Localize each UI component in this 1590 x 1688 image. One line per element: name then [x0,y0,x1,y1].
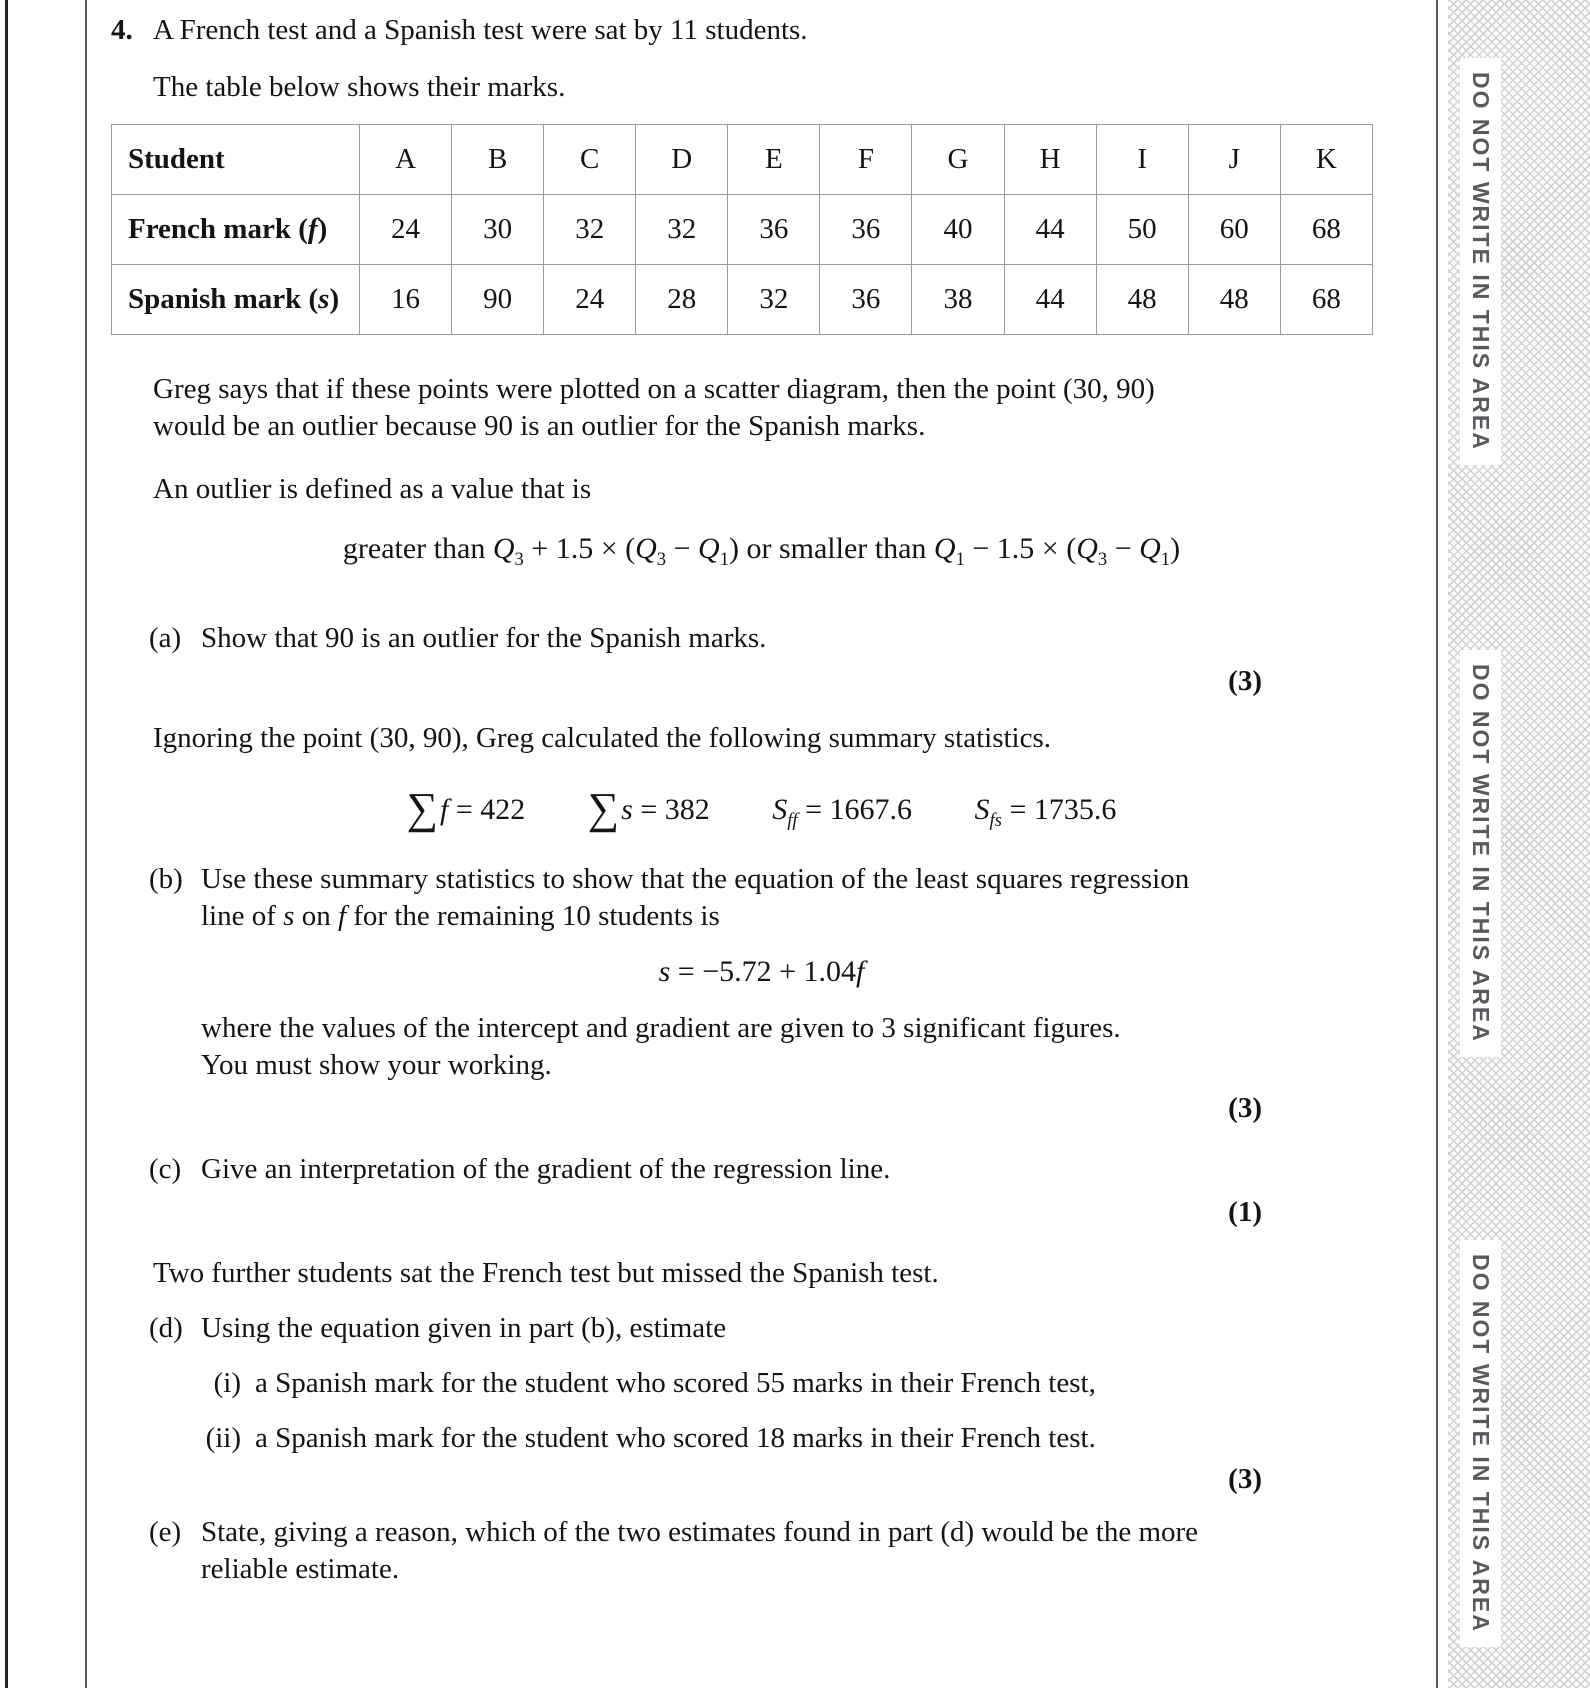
outlier-definition-intro: An outlier is defined as a value that is [153,473,592,505]
sum-f-stat [406,784,526,833]
sfs-stat [974,793,1117,831]
question-area [85,0,1438,1688]
subscript-1: 1 [955,549,965,570]
part-b-text-2: on [294,900,338,932]
part-e-label: (e) [149,1516,182,1548]
subscript-1: 1 [1160,549,1171,570]
do-not-write-warning: DO NOT WRITE IN THIS AREA [1460,650,1501,1057]
question-intro-text: A French test and a Spanish test were sat by 11 students. [153,14,808,46]
row-header-spanish [112,265,360,335]
part-c [149,1151,1412,1188]
student-cell: G [912,125,1004,195]
subscript-3: 3 [514,549,524,570]
student-cell: H [1004,125,1096,195]
part-b-label: (b) [149,863,183,895]
ignoring-paragraph: Ignoring the point (30, 90), Greg calculated the following summary statistics. [153,722,1051,754]
question-number: 4. [111,14,133,46]
subscript-3: 3 [656,549,667,570]
subscript-1: 1 [719,549,729,570]
row-header-student: Student [112,125,360,195]
spanish-mark-cell: 32 [728,265,820,335]
do-not-write-warning: DO NOT WRITE IN THIS AREA [1460,58,1501,465]
spanish-mark-cell: 90 [452,265,544,335]
q-variable: Q [698,532,720,565]
subscript-3: 3 [1097,549,1108,570]
part-b-text-1: Use these summary statistics to show that the equation of the least squares regression line of [201,863,1190,932]
french-mark-cell: 44 [1004,195,1096,265]
formula-text: ) or smaller than [728,532,934,565]
student-cell: F [820,125,912,195]
spanish-mark-cell: 48 [1188,265,1280,335]
q-variable: Q [492,532,515,565]
part-b-note-2: You must show your working. [201,1049,552,1081]
part-d-ii-label: (ii) [205,1422,241,1454]
french-mark-cell: 60 [1188,195,1280,265]
part-b-text-3: for the remaining 10 students is [346,900,720,932]
formula-text: + 1.5 × ( [523,532,636,565]
formula-text: − [666,532,699,565]
spanish-mark-cell: 68 [1280,265,1372,335]
french-mark-cell: 40 [912,195,1004,265]
formula-text: ) [1170,532,1181,565]
f-variable: f [856,955,865,988]
french-mark-cell: 68 [1280,195,1372,265]
marks-d: (3) [1228,1463,1262,1495]
sum-f-value: = 422 [448,793,526,826]
student-cell: K [1280,125,1372,195]
part-d-i-text: a Spanish mark for the student who scored 55 marks in their French test, [255,1367,1096,1399]
q-variable: Q [635,532,657,565]
question-intro [111,12,1412,49]
spanish-mark-cell: 38 [912,265,1004,335]
spanish-mark-cell: 36 [820,265,912,335]
part-a [149,620,1412,657]
french-label-text: French mark ( [128,213,308,245]
student-cell: I [1096,125,1188,195]
side-margin-pattern [1448,0,1590,1688]
marks-a: (3) [1228,665,1262,697]
s-variable: s [318,283,330,315]
part-b-text [201,861,1201,935]
equation-body: = −5.72 + 1.04 [670,955,857,988]
spanish-mark-cell: 24 [544,265,636,335]
french-mark-cell: 36 [728,195,820,265]
table-row-students [112,125,1373,195]
S-variable: S [974,793,990,826]
student-cell: J [1188,125,1280,195]
sfs-value: = 1735.6 [1001,793,1117,826]
student-cell: C [544,125,636,195]
french-mark-cell: 32 [636,195,728,265]
formula-text: − 1.5 × ( [964,532,1077,565]
sigma-symbol: ∑ [406,784,439,833]
subscript-fs: fs [989,810,1002,831]
f-variable: f [440,793,449,826]
french-label-close: ) [317,213,328,245]
greg-paragraph: Greg says that if these points were plotted on a scatter diagram, then the point (30, 90) would be an outlier because 90 is an outlier for the Spanish marks. [153,373,1155,442]
part-e-text: State, giving a reason, which of the two estimates found in part (d) would be the more reliable estimate. [201,1516,1199,1585]
part-b [149,861,1412,935]
regression-equation [111,953,1412,990]
q-variable: Q [1076,532,1098,565]
marks-b: (3) [1228,1092,1262,1124]
marks-table [111,124,1373,335]
part-e [149,1514,1412,1588]
part-d-i-label: (i) [213,1367,241,1399]
sff-value: = 1667.6 [797,793,913,826]
table-row-spanish [112,265,1373,335]
marks-c: (1) [1228,1196,1262,1228]
sigma-symbol: ∑ [587,784,620,833]
part-d-ii-text: a Spanish mark for the student who scored 18 marks in their French test. [255,1422,1096,1454]
sum-s-value: = 382 [632,793,710,826]
outlier-definition-formula [111,530,1412,578]
part-d-ii [191,1420,1412,1457]
s-variable: s [621,793,633,826]
s-variable: s [283,900,295,932]
french-mark-cell: 30 [452,195,544,265]
summary-statistics [111,779,1412,831]
table-row-french [112,195,1373,265]
french-mark-cell: 24 [360,195,452,265]
row-header-french [112,195,360,265]
subscript-ff: ff [787,810,798,831]
french-mark-cell: 36 [820,195,912,265]
f-variable: f [307,213,318,245]
sff-stat [772,793,913,831]
student-cell: D [636,125,728,195]
french-mark-cell: 50 [1096,195,1188,265]
spanish-mark-cell: 28 [636,265,728,335]
part-a-text: Show that 90 is an outlier for the Spanish marks. [201,622,767,654]
sum-s-stat [587,784,710,833]
f-variable: f [337,900,347,932]
part-b-note-1: where the values of the intercept and gradient are given to 3 significant figures. [201,1012,1121,1044]
formula-text: − [1107,532,1140,565]
part-c-text: Give an interpretation of the gradient of the regression line. [201,1153,891,1185]
part-d-text: Using the equation given in part (b), estimate [201,1312,727,1344]
spanish-label-text: Spanish mark ( [128,283,319,315]
spanish-mark-cell: 44 [1004,265,1096,335]
student-cell: B [452,125,544,195]
part-d [149,1310,1412,1347]
further-students-paragraph: Two further students sat the French test but missed the Spanish test. [153,1257,939,1289]
S-variable: S [772,793,788,826]
q-variable: Q [1139,532,1161,565]
do-not-write-warning: DO NOT WRITE IN THIS AREA [1460,1240,1501,1647]
s-variable: s [658,955,671,988]
part-c-label: (c) [149,1153,182,1185]
student-cell: A [360,125,452,195]
part-a-label: (a) [149,622,182,654]
spanish-mark-cell: 16 [360,265,452,335]
spanish-label-close: ) [329,283,340,315]
q-variable: Q [933,532,956,565]
part-d-label: (d) [149,1312,183,1344]
student-cell: E [728,125,820,195]
part-d-i [191,1365,1412,1402]
spanish-mark-cell: 48 [1096,265,1188,335]
formula-text: greater than [342,532,493,565]
table-caption: The table below shows their marks. [153,71,566,103]
french-mark-cell: 32 [544,195,636,265]
page-left-rule [5,0,8,1688]
